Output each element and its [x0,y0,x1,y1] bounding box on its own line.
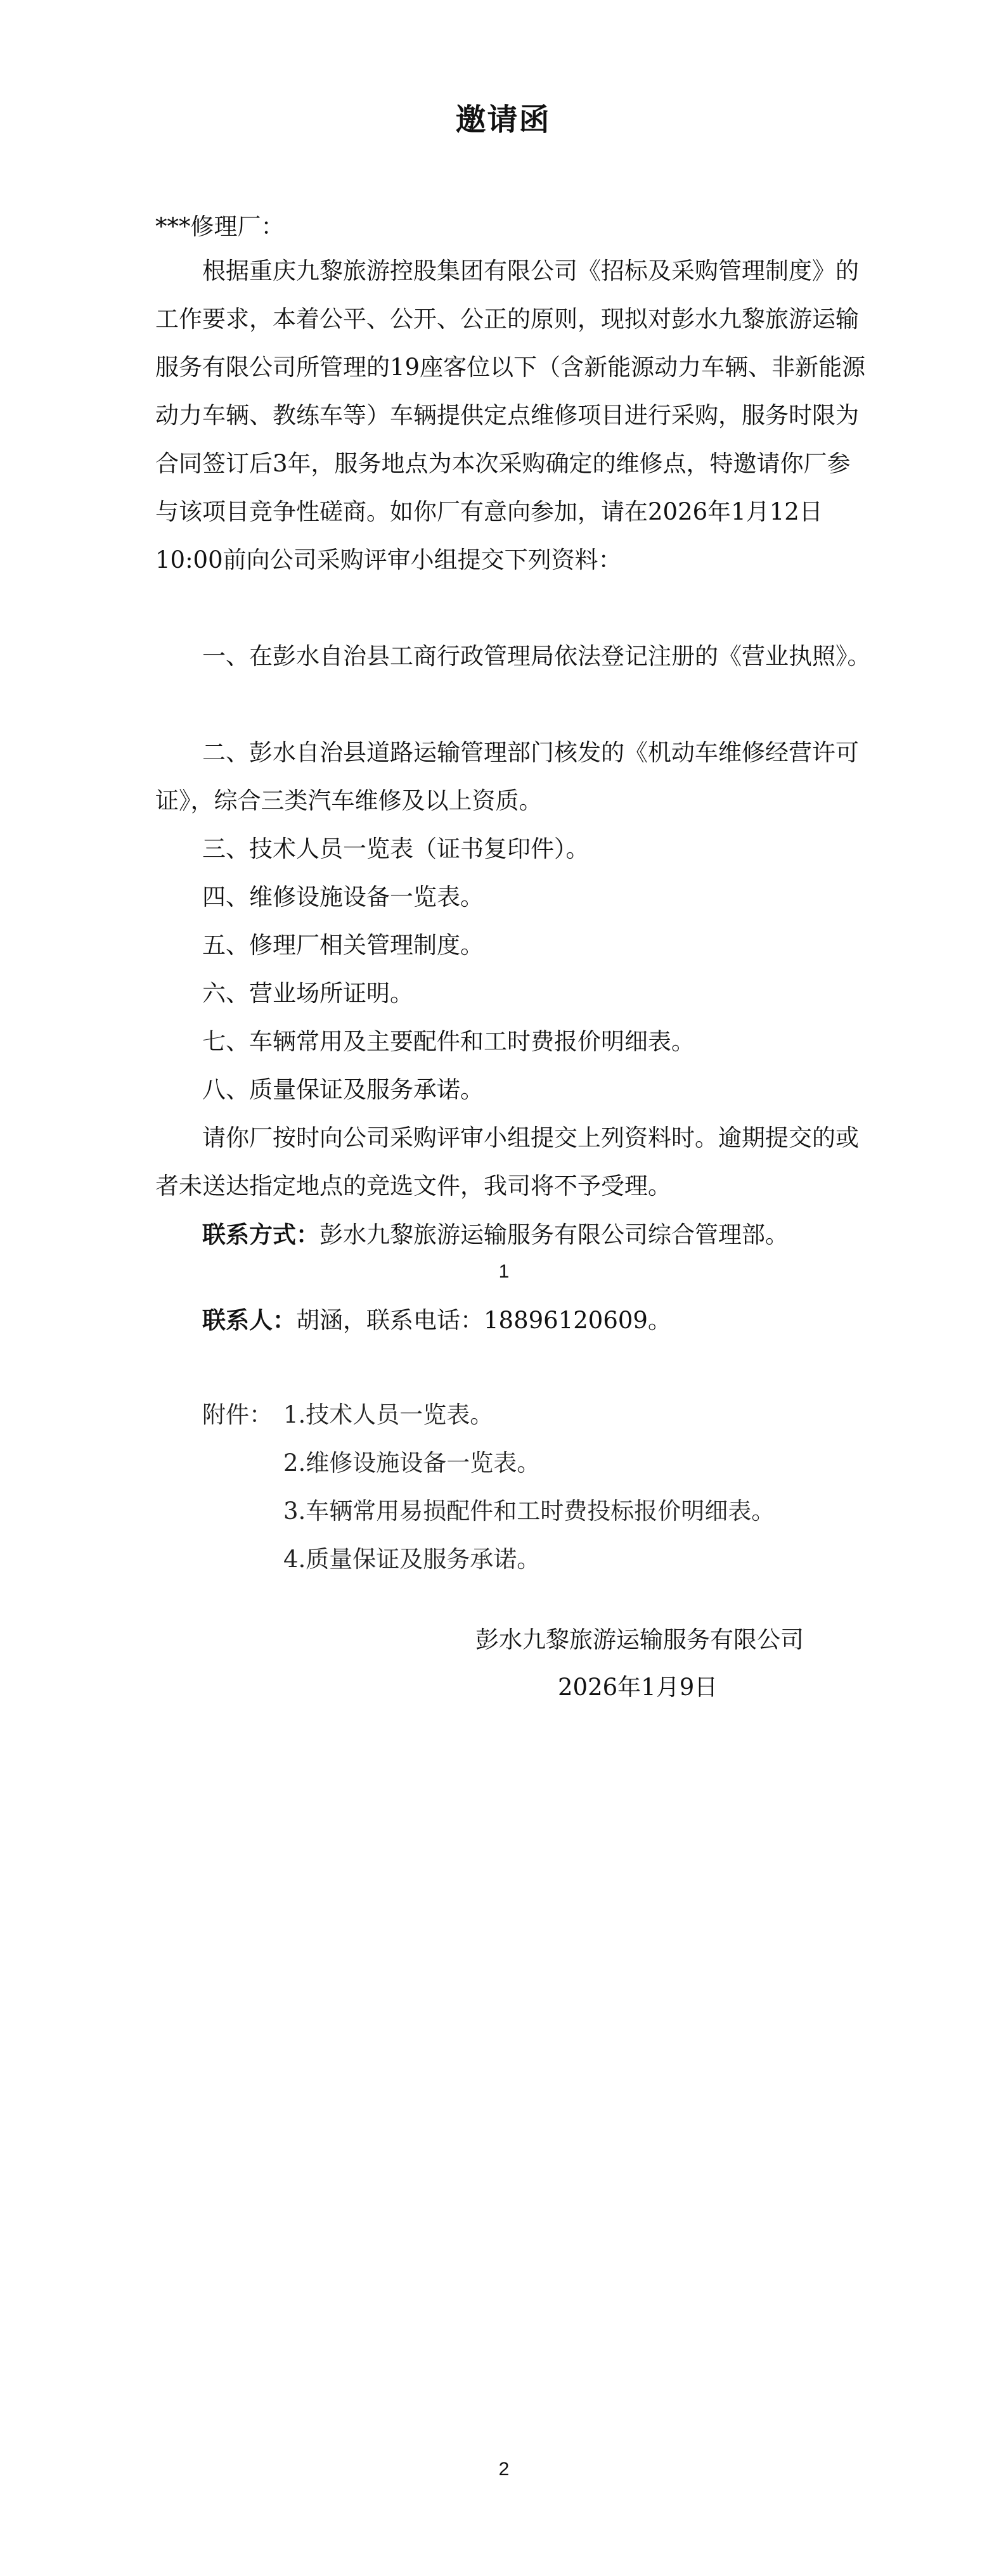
requirement-item-4: 四、维修设施设备一览表。 [202,883,484,911]
attachment-item-2: 2.维修设施设备一览表。 [283,1449,541,1477]
contact-person [202,1296,671,1345]
page-number-2: 2 [498,2459,510,2480]
salutation: ***修理厂： [155,213,285,240]
requirement-item-1: 一、在彭水自治县工商行政管理局依法登记注册的《营业执照》。 [202,643,871,670]
requirement-item-7: 七、车辆常用及主要配件和工时费报价明细表。 [202,1028,695,1055]
closing-paragraph: 请你厂按时向公司采购评审小组提交上列资料时。逾期提交的或者未送达指定地点的竞选文件，我司将不予受理。 [155,1124,859,1200]
requirement-item-6: 六、营业场所证明。 [202,980,413,1007]
requirement-item-8: 八、质量保证及服务承诺。 [202,1076,484,1103]
attachment-item-4: 4.质量保证及服务承诺。 [283,1546,541,1573]
requirement-item-3: 三、技术人员一览表（证书复印件）。 [202,835,590,862]
intro-paragraph: 根据重庆九黎旅游控股集团有限公司《招标及采购管理制度》的工作要求，本着公平、公开、公正的原则，现拟对彭水九黎旅游运输服务有限公司所管理的19座客位以下（含新能源动力车辆、非新能源动力车辆、教练车等）车辆提供定点维修项目进行采购，服务时限为合同签订后3年，服务地点为本次采购确定的维修点，特邀请你厂参与该项目竞争性磋商。如你厂有意向参加，请在2026年1月12日10:00前向公司采购评审小组提交下列资料： [155,257,866,574]
page-number-1: 1 [498,1261,510,1282]
contact-method-label: 联系方式： [202,1221,319,1248]
attachment-item-1: 1.技术人员一览表。 [283,1401,494,1428]
document-title: 邀请函 [455,102,551,138]
contact-method [155,1210,872,1259]
contact-person-value: 胡涵，联系电话：18896120609。 [296,1307,671,1334]
signature-date: 2026年1月9日 [558,1674,718,1701]
contact-person-label: 联系人： [202,1306,296,1334]
contact-method-value: 彭水九黎旅游运输服务有限公司综合管理部。 [319,1221,789,1248]
requirement-item-5: 五、修理厂相关管理制度。 [202,932,484,959]
requirement-item-2: 二、彭水自治县道路运输管理部门核发的《机动车维修经营许可证》，综合三类汽车维修及以上资质。 [155,739,859,814]
attachment-item-3: 3.车辆常用易损配件和工时费投标报价明细表。 [283,1497,775,1525]
signature-company: 彭水九黎旅游运输服务有限公司 [475,1626,804,1653]
attachments-label: 附件： [202,1401,273,1428]
